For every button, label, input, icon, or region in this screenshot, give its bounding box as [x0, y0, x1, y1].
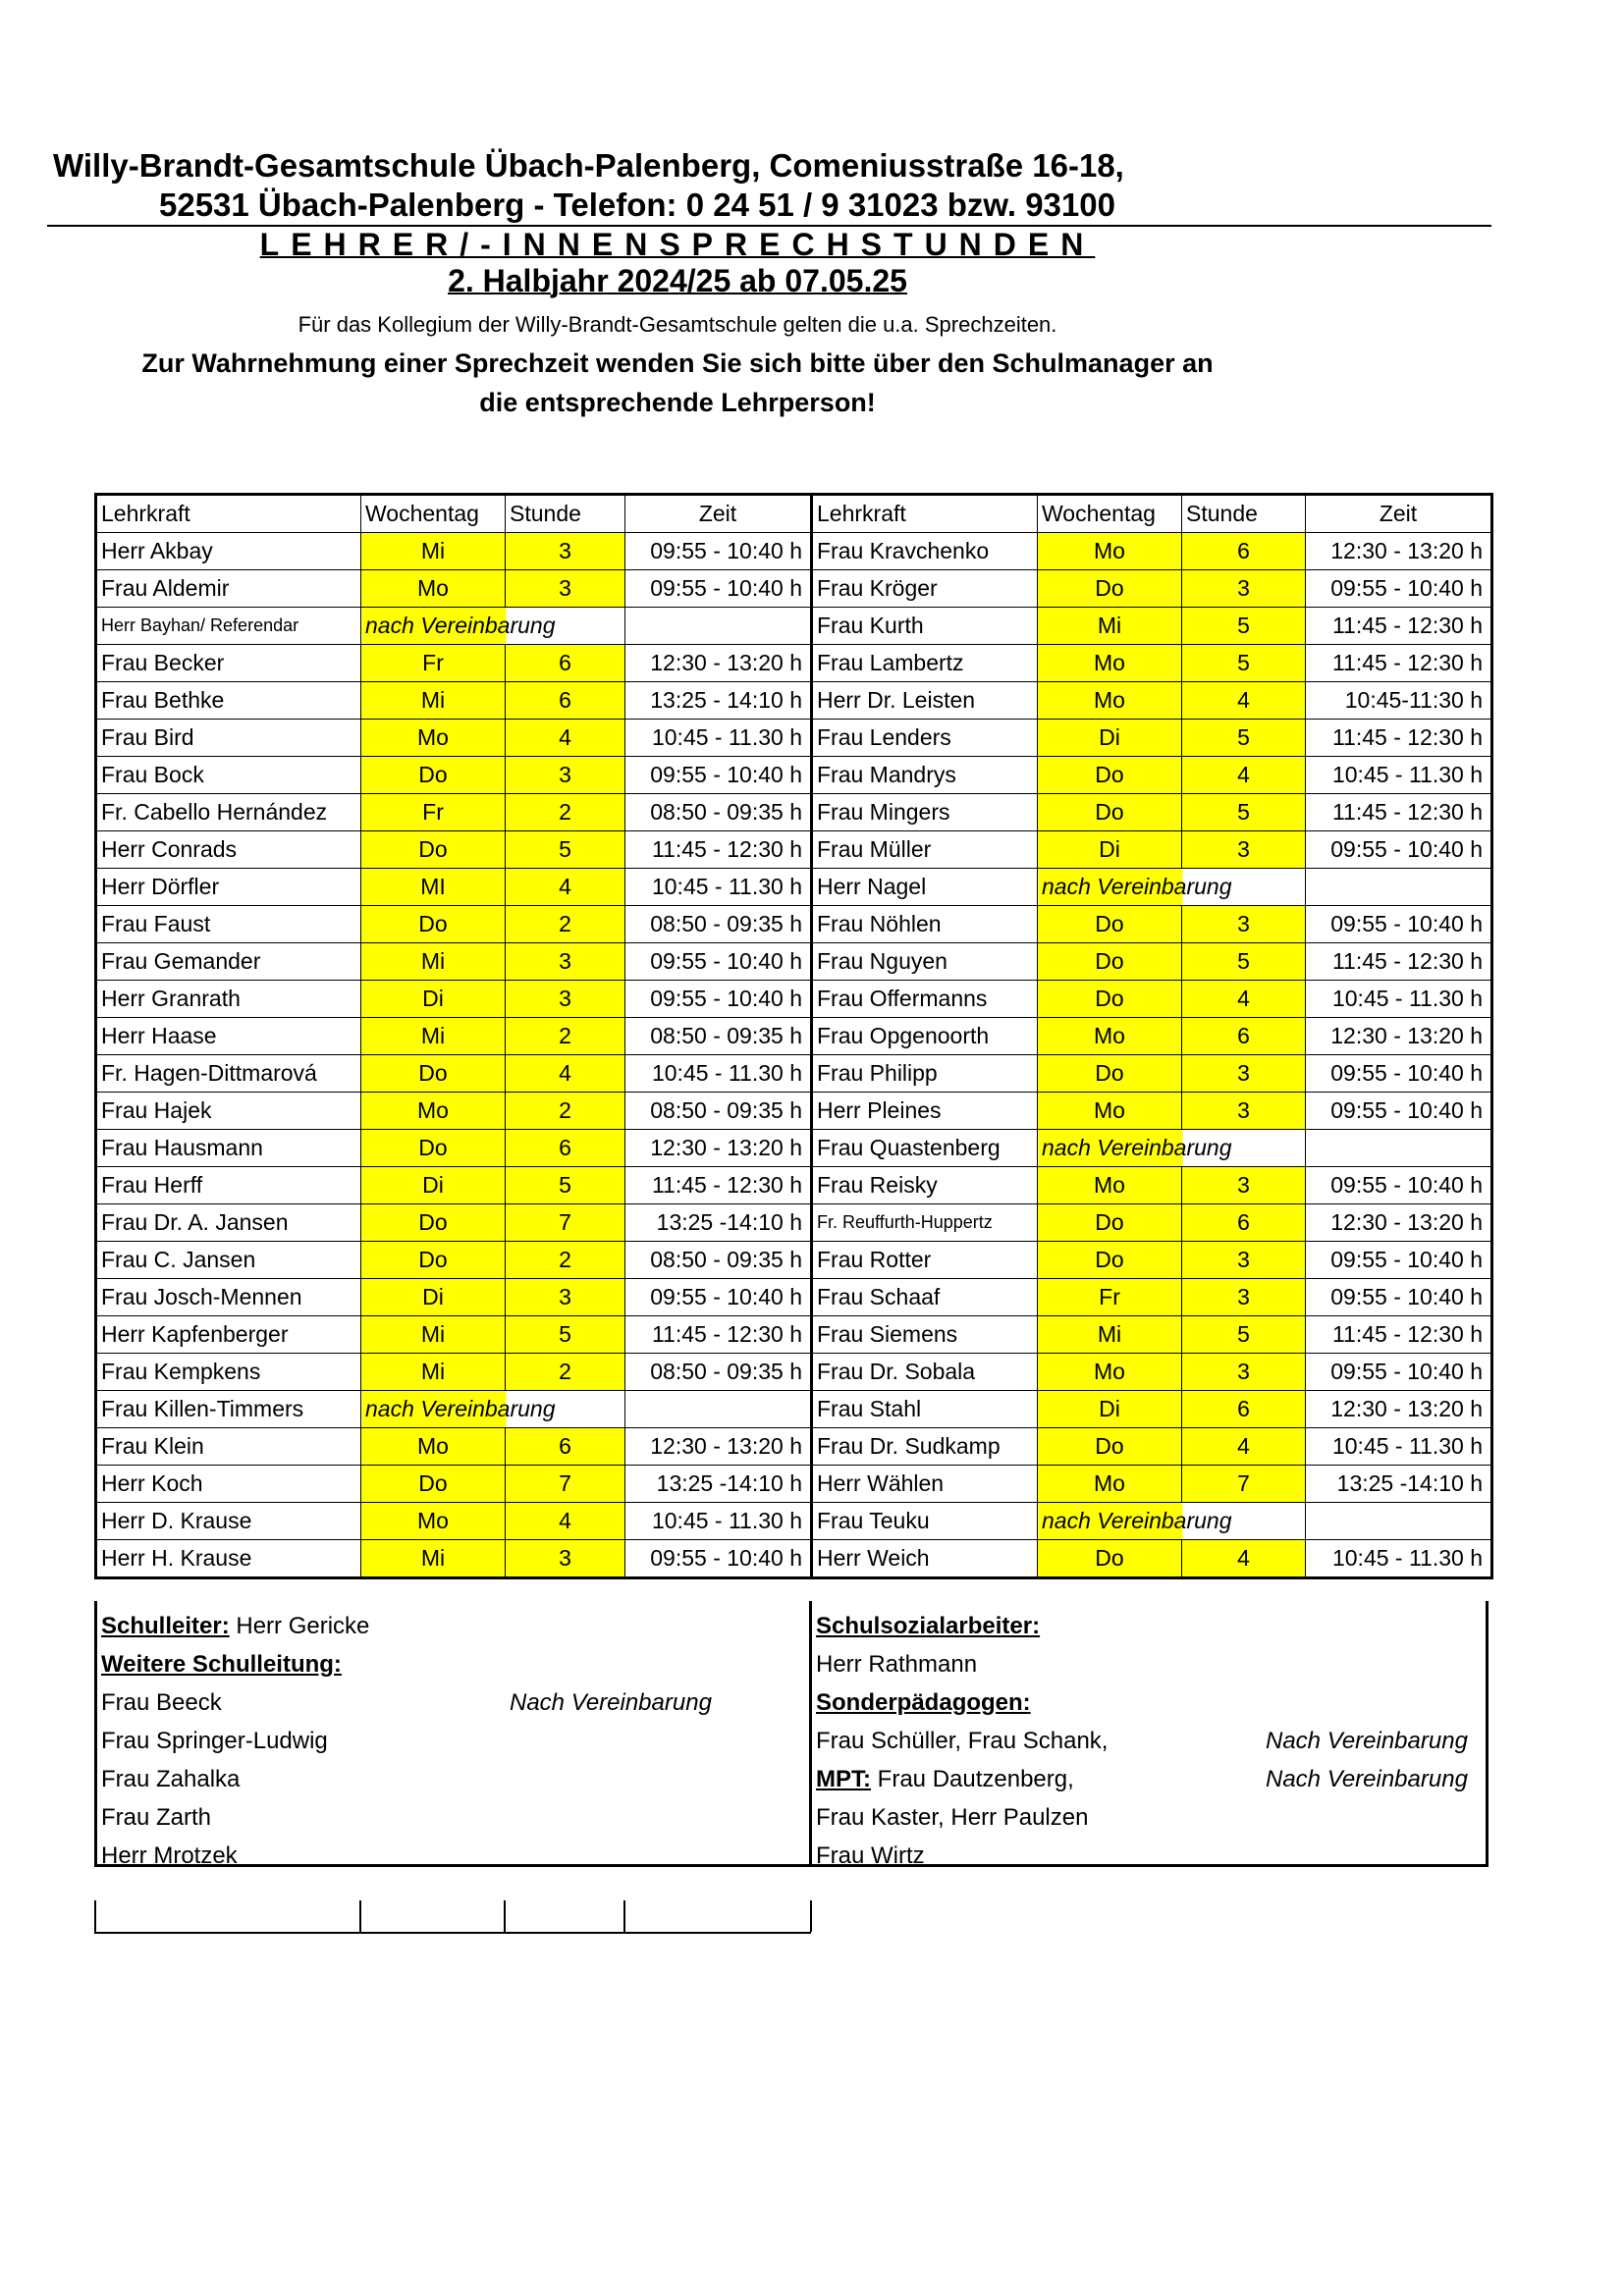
time-cell: 10:45 - 11.30 h — [1306, 757, 1492, 794]
special-ed-note: Nach Vereinbarung — [1266, 1728, 1468, 1754]
period-cell: 6 — [1182, 1018, 1306, 1055]
weekday-cell: Mo — [1038, 645, 1182, 682]
time-cell: 10:45 - 11.30 h — [625, 1503, 812, 1540]
weekday-cell: Do — [361, 906, 506, 943]
leadership-member: Frau Springer-Ludwig — [101, 1728, 328, 1754]
semester-heading-text: 2. Halbjahr 2024/25 ab 07.05.25 — [448, 263, 907, 298]
teacher-name: Frau Stahl — [812, 1391, 1038, 1428]
time-cell: 09:55 - 10:40 h — [1306, 1354, 1492, 1391]
table-row — [96, 1428, 1492, 1466]
weekday-cell: Do — [361, 1466, 506, 1503]
time-cell: 09:55 - 10:40 h — [1306, 1242, 1492, 1279]
weekday-cell: Do — [1038, 1540, 1182, 1578]
period-cell: 7 — [1182, 1466, 1306, 1503]
weekday-cell: Mi — [361, 533, 506, 570]
teacher-name: Frau Faust — [96, 906, 361, 943]
teacher-name: Frau Kempkens — [96, 1354, 361, 1391]
time-cell: 10:45 - 11.30 h — [625, 1055, 812, 1093]
weekday-cell: Di — [1038, 1391, 1182, 1428]
weekday-cell: Do — [1038, 943, 1182, 981]
weekday-cell: Do — [361, 831, 506, 869]
weekday-cell: Di — [1038, 831, 1182, 869]
time-cell: 11:45 - 12:30 h — [1306, 1316, 1492, 1354]
period-cell: 6 — [506, 1130, 625, 1167]
weekday-cell: Mo — [1038, 682, 1182, 720]
table-row — [96, 1316, 1492, 1354]
mpt-names: Frau Dautzenberg, — [877, 1766, 1074, 1792]
time-cell: 10:45-11:30 h — [1306, 682, 1492, 720]
teacher-name: Frau Schaaf — [812, 1279, 1038, 1316]
period-cell: 6 — [506, 645, 625, 682]
period-cell: 6 — [1182, 533, 1306, 570]
time-cell: 10:45 - 11.30 h — [1306, 981, 1492, 1018]
teacher-name: Frau Mandrys — [812, 757, 1038, 794]
by-arrangement: nach Vereinbarung — [361, 608, 625, 645]
teacher-name: Herr Koch — [96, 1466, 361, 1503]
table-row — [96, 533, 1492, 570]
teacher-name: Frau Quastenberg — [812, 1130, 1038, 1167]
time-cell: 12:30 - 13:20 h — [625, 1130, 812, 1167]
weekday-cell: Mo — [1038, 1018, 1182, 1055]
teacher-name: Frau Dr. A. Jansen — [96, 1204, 361, 1242]
teacher-name: Frau Dr. Sobala — [812, 1354, 1038, 1391]
weekday-cell: Mi — [361, 1354, 506, 1391]
weekday-cell: Do — [1038, 570, 1182, 608]
intro-note: Für das Kollegium der Willy-Brandt-Gesamtschule gelten die u.a. Sprechzeiten. — [298, 312, 1057, 337]
period-cell: 5 — [1182, 1316, 1306, 1354]
teacher-name: Frau Lenders — [812, 720, 1038, 757]
time-cell: 11:45 - 12:30 h — [625, 831, 812, 869]
table-row — [96, 682, 1492, 720]
table-row — [96, 1242, 1492, 1279]
time-cell: 08:50 - 09:35 h — [625, 1242, 812, 1279]
time-cell: 11:45 - 12:30 h — [1306, 943, 1492, 981]
weekday-cell: Do — [361, 757, 506, 794]
teacher-name: Herr Conrads — [96, 831, 361, 869]
weekday-cell: Mo — [361, 1428, 506, 1466]
teacher-name: Frau Bethke — [96, 682, 361, 720]
table-row — [96, 1540, 1492, 1578]
period-cell: 4 — [506, 1503, 625, 1540]
teacher-name: Frau Lambertz — [812, 645, 1038, 682]
period-cell: 6 — [1182, 1391, 1306, 1428]
weekday-cell: Di — [361, 981, 506, 1018]
leadership-member: Frau Zahalka — [101, 1766, 241, 1792]
table-row — [96, 1130, 1492, 1167]
time-cell: 08:50 - 09:35 h — [625, 794, 812, 831]
col-header-weekday-right: Wochentag — [1038, 495, 1182, 533]
time-cell: 11:45 - 12:30 h — [1306, 720, 1492, 757]
weekday-cell: Mi — [361, 943, 506, 981]
teacher-name: Frau Mingers — [812, 794, 1038, 831]
period-cell: 4 — [1182, 1540, 1306, 1578]
footer-divider — [809, 1601, 812, 1864]
teacher-name: Frau Herff — [96, 1167, 361, 1204]
weekday-cell: Mo — [361, 570, 506, 608]
weekday-cell: Do — [1038, 1428, 1182, 1466]
leadership-member: Frau Zarth — [101, 1804, 212, 1831]
teacher-name: Frau Kravchenko — [812, 533, 1038, 570]
weekday-cell: Di — [1038, 720, 1182, 757]
teacher-name: Frau Siemens — [812, 1316, 1038, 1354]
teacher-name: Herr Akbay — [96, 533, 361, 570]
weekday-cell: Do — [1038, 1055, 1182, 1093]
table-row — [96, 831, 1492, 869]
table-row — [96, 1018, 1492, 1055]
period-cell: 4 — [506, 869, 625, 906]
time-cell: 09:55 - 10:40 h — [1306, 570, 1492, 608]
period-cell: 3 — [506, 981, 625, 1018]
teacher-name: Fr. Cabello Hernández — [96, 794, 361, 831]
table-row — [96, 906, 1492, 943]
weekday-cell: Mi — [361, 682, 506, 720]
time-cell — [1306, 1503, 1492, 1540]
period-cell: 3 — [1182, 1354, 1306, 1391]
period-cell: 2 — [506, 906, 625, 943]
weekday-cell: Do — [1038, 906, 1182, 943]
time-cell: 12:30 - 13:20 h — [1306, 1018, 1492, 1055]
period-cell: 4 — [1182, 1428, 1306, 1466]
teacher-name: Frau Rotter — [812, 1242, 1038, 1279]
period-cell: 2 — [506, 1093, 625, 1130]
table-row — [96, 608, 1492, 645]
consultation-table-body — [96, 495, 1492, 1578]
period-cell: 3 — [506, 533, 625, 570]
col-header-period: Stunde — [506, 495, 625, 533]
weekday-cell: Di — [361, 1167, 506, 1204]
social-worker-name: Herr Rathmann — [816, 1651, 978, 1678]
table-row — [96, 1391, 1492, 1428]
time-cell: 11:45 - 12:30 h — [1306, 645, 1492, 682]
weekday-cell: Do — [1038, 981, 1182, 1018]
weekday-cell: Fr — [1038, 1279, 1182, 1316]
period-cell: 5 — [506, 831, 625, 869]
weekday-cell: Do — [1038, 794, 1182, 831]
period-cell: 6 — [506, 682, 625, 720]
weekday-cell: Do — [361, 1130, 506, 1167]
period-cell: 5 — [1182, 608, 1306, 645]
weekday-cell: Mo — [361, 720, 506, 757]
time-cell: 09:55 - 10:40 h — [625, 570, 812, 608]
stub-divider — [810, 1900, 812, 1932]
mpt-names-3: Frau Wirtz — [816, 1842, 925, 1869]
weekday-cell: Fr — [361, 645, 506, 682]
leadership-note: Nach Vereinbarung — [510, 1689, 712, 1716]
table-row — [96, 1466, 1492, 1503]
period-cell: 5 — [1182, 943, 1306, 981]
time-cell: 11:45 - 12:30 h — [625, 1316, 812, 1354]
consultation-table — [94, 493, 1493, 1579]
time-cell — [1306, 1130, 1492, 1167]
semester-heading — [0, 263, 1355, 299]
teacher-name: Frau Müller — [812, 831, 1038, 869]
teacher-name: Herr Dörfler — [96, 869, 361, 906]
leadership-member: Frau Beeck — [101, 1689, 222, 1716]
weekday-cell: Do — [1038, 1204, 1182, 1242]
time-cell: 09:55 - 10:40 h — [1306, 831, 1492, 869]
time-cell: 11:45 - 12:30 h — [1306, 794, 1492, 831]
weekday-cell: Mo — [361, 1093, 506, 1130]
weekday-cell: Do — [361, 1242, 506, 1279]
teacher-name: Herr Haase — [96, 1018, 361, 1055]
time-cell: 09:55 - 10:40 h — [625, 981, 812, 1018]
period-cell: 3 — [1182, 1279, 1306, 1316]
period-cell: 3 — [1182, 1242, 1306, 1279]
weekday-cell: MI — [361, 869, 506, 906]
principal-line — [101, 1613, 369, 1640]
teacher-name: Frau Offermanns — [812, 981, 1038, 1018]
time-cell: 09:55 - 10:40 h — [625, 757, 812, 794]
teacher-name: Frau Reisky — [812, 1167, 1038, 1204]
stub-divider — [504, 1900, 506, 1932]
teacher-name: Frau Bird — [96, 720, 361, 757]
time-cell: 10:45 - 11.30 h — [625, 720, 812, 757]
teacher-name: Herr Nagel — [812, 869, 1038, 906]
teacher-name: Herr Pleines — [812, 1093, 1038, 1130]
time-cell: 09:55 - 10:40 h — [1306, 1167, 1492, 1204]
period-cell: 3 — [1182, 831, 1306, 869]
school-address-line: 52531 Übach-Palenberg - Telefon: 0 24 51 / 9 31023 bzw. 93100 — [159, 187, 1115, 223]
time-cell: 10:45 - 11.30 h — [1306, 1540, 1492, 1578]
time-cell: 10:45 - 11.30 h — [1306, 1428, 1492, 1466]
period-cell: 5 — [1182, 794, 1306, 831]
table-row — [96, 1167, 1492, 1204]
teacher-name: Frau Gemander — [96, 943, 361, 981]
period-cell: 5 — [1182, 645, 1306, 682]
table-row — [96, 720, 1492, 757]
period-cell: 3 — [506, 1279, 625, 1316]
teacher-name: Frau Hajek — [96, 1093, 361, 1130]
teacher-name: Herr Wählen — [812, 1466, 1038, 1503]
by-arrangement: nach Vereinbarung — [1038, 1503, 1306, 1540]
period-cell: 3 — [1182, 1167, 1306, 1204]
teacher-name: Herr Weich — [812, 1540, 1038, 1578]
time-cell: 13:25 -14:10 h — [625, 1204, 812, 1242]
teacher-name: Fr. Hagen-Dittmarová — [96, 1055, 361, 1093]
teacher-name: Frau Becker — [96, 645, 361, 682]
time-cell — [625, 1391, 812, 1428]
staff-footer — [94, 1601, 1489, 1867]
weekday-cell: Mo — [361, 1503, 506, 1540]
special-ed-names: Frau Schüller, Frau Schank, — [816, 1728, 1109, 1754]
table-row — [96, 645, 1492, 682]
time-cell — [625, 608, 812, 645]
teacher-name: Fr. Reuffurth-Huppertz — [812, 1204, 1038, 1242]
time-cell: 09:55 - 10:40 h — [625, 1279, 812, 1316]
mpt-label: MPT: — [816, 1766, 871, 1792]
weekday-cell: Do — [361, 1204, 506, 1242]
teacher-name: Frau Klein — [96, 1428, 361, 1466]
table-row — [96, 1055, 1492, 1093]
table-row — [96, 570, 1492, 608]
time-cell: 08:50 - 09:35 h — [625, 1018, 812, 1055]
period-cell: 4 — [1182, 682, 1306, 720]
time-cell: 12:30 - 13:20 h — [625, 1428, 812, 1466]
teacher-name: Frau Kröger — [812, 570, 1038, 608]
time-cell: 13:25 -14:10 h — [625, 1466, 812, 1503]
stub-divider — [94, 1900, 96, 1932]
time-cell: 08:50 - 09:35 h — [625, 1354, 812, 1391]
teacher-name: Frau Bock — [96, 757, 361, 794]
weekday-cell: Mo — [1038, 1466, 1182, 1503]
teacher-name: Herr Granrath — [96, 981, 361, 1018]
weekday-cell: Mo — [1038, 1093, 1182, 1130]
period-cell: 4 — [506, 720, 625, 757]
leadership-label: Weitere Schulleitung: — [101, 1651, 342, 1678]
period-cell: 5 — [506, 1167, 625, 1204]
table-row — [96, 869, 1492, 906]
period-cell: 3 — [1182, 570, 1306, 608]
teacher-name: Frau Killen-Timmers — [96, 1391, 361, 1428]
weekday-cell: Do — [361, 1055, 506, 1093]
weekday-cell: Mi — [1038, 608, 1182, 645]
social-worker-label: Schulsozialarbeiter: — [816, 1613, 1041, 1639]
table-row — [96, 794, 1492, 831]
table-row — [96, 981, 1492, 1018]
weekday-cell: Mo — [1038, 1354, 1182, 1391]
stub-divider — [623, 1900, 625, 1932]
weekday-cell: Do — [1038, 1242, 1182, 1279]
teacher-name: Frau Opgenoorth — [812, 1018, 1038, 1055]
teacher-name: Frau Dr. Sudkamp — [812, 1428, 1038, 1466]
mpt-note: Nach Vereinbarung — [1266, 1766, 1468, 1792]
document-title-text: LEHRER/-INNENSPRECHSTUNDEN — [259, 227, 1096, 262]
period-cell: 3 — [506, 943, 625, 981]
mpt-line — [816, 1766, 1074, 1793]
teacher-name: Herr H. Krause — [96, 1540, 361, 1578]
time-cell: 08:50 - 09:35 h — [625, 1093, 812, 1130]
time-cell: 13:25 - 14:10 h — [625, 682, 812, 720]
weekday-cell: Mo — [1038, 533, 1182, 570]
school-name-line: Willy-Brandt-Gesamtschule Übach-Palenberg, Comeniusstraße 16-18, — [53, 147, 1124, 184]
teacher-name: Herr Kapfenberger — [96, 1316, 361, 1354]
teacher-name: Frau Aldemir — [96, 570, 361, 608]
leadership-member: Herr Mrotzek — [101, 1842, 238, 1869]
empty-table-stub — [94, 1900, 811, 1934]
period-cell: 6 — [506, 1428, 625, 1466]
weekday-cell: Mi — [1038, 1316, 1182, 1354]
col-header-time-right: Zeit — [1306, 495, 1492, 533]
table-row — [96, 1093, 1492, 1130]
time-cell: 12:30 - 13:20 h — [625, 645, 812, 682]
table-row — [96, 943, 1492, 981]
time-cell: 12:30 - 13:20 h — [1306, 1391, 1492, 1428]
time-cell: 11:45 - 12:30 h — [625, 1167, 812, 1204]
time-cell: 12:30 - 13:20 h — [1306, 1204, 1492, 1242]
time-cell: 09:55 - 10:40 h — [625, 943, 812, 981]
teacher-name: Frau Hausmann — [96, 1130, 361, 1167]
col-header-time: Zeit — [625, 495, 812, 533]
mpt-names-2: Frau Kaster, Herr Paulzen — [816, 1804, 1089, 1831]
weekday-cell: Do — [1038, 757, 1182, 794]
teacher-name: Frau Josch-Mennen — [96, 1279, 361, 1316]
weekday-cell: Fr — [361, 794, 506, 831]
special-ed-label: Sonderpädagogen: — [816, 1689, 1031, 1716]
col-header-teacher-right: Lehrkraft — [812, 495, 1038, 533]
instruction-line-2: die entsprechende Lehrperson! — [479, 388, 876, 417]
weekday-cell: Di — [361, 1279, 506, 1316]
teacher-name: Frau Teuku — [812, 1503, 1038, 1540]
teacher-name: Frau C. Jansen — [96, 1242, 361, 1279]
period-cell: 4 — [1182, 757, 1306, 794]
period-cell: 3 — [506, 757, 625, 794]
time-cell: 09:55 - 10:40 h — [625, 533, 812, 570]
teacher-name: Herr Bayhan/ Referendar — [96, 608, 361, 645]
weekday-cell: Mi — [361, 1018, 506, 1055]
instruction-line-1: Zur Wahrnehmung einer Sprechzeit wenden Sie sich bitte über den Schulmanager an — [141, 348, 1214, 378]
teacher-name: Frau Nguyen — [812, 943, 1038, 981]
period-cell: 3 — [506, 1540, 625, 1578]
weekday-cell: Mi — [361, 1316, 506, 1354]
period-cell: 7 — [506, 1204, 625, 1242]
table-row — [96, 1503, 1492, 1540]
time-cell: 13:25 -14:10 h — [1306, 1466, 1492, 1503]
instruction-text — [0, 344, 1355, 422]
teacher-name: Herr D. Krause — [96, 1503, 361, 1540]
period-cell: 2 — [506, 1242, 625, 1279]
time-cell: 12:30 - 13:20 h — [1306, 533, 1492, 570]
by-arrangement: nach Vereinbarung — [1038, 869, 1306, 906]
teacher-name: Frau Kurth — [812, 608, 1038, 645]
teacher-name: Frau Nöhlen — [812, 906, 1038, 943]
period-cell: 2 — [506, 1354, 625, 1391]
period-cell: 3 — [1182, 906, 1306, 943]
table-row — [96, 757, 1492, 794]
table-row — [96, 1354, 1492, 1391]
stub-divider — [359, 1900, 361, 1932]
col-header-weekday: Wochentag — [361, 495, 506, 533]
by-arrangement: nach Vereinbarung — [1038, 1130, 1306, 1167]
time-cell: 09:55 - 10:40 h — [1306, 906, 1492, 943]
table-row — [96, 1279, 1492, 1316]
by-arrangement: nach Vereinbarung — [361, 1391, 625, 1428]
principal-name: Herr Gericke — [236, 1613, 370, 1639]
period-cell: 7 — [506, 1466, 625, 1503]
time-cell — [1306, 869, 1492, 906]
period-cell: 4 — [506, 1055, 625, 1093]
col-header-teacher: Lehrkraft — [96, 495, 361, 533]
time-cell: 10:45 - 11.30 h — [625, 869, 812, 906]
time-cell: 08:50 - 09:35 h — [625, 906, 812, 943]
period-cell: 5 — [1182, 720, 1306, 757]
principal-label: Schulleiter: — [101, 1613, 230, 1639]
time-cell: 09:55 - 10:40 h — [1306, 1279, 1492, 1316]
period-cell: 3 — [506, 570, 625, 608]
time-cell: 09:55 - 10:40 h — [625, 1540, 812, 1578]
period-cell: 4 — [1182, 981, 1306, 1018]
period-cell: 2 — [506, 1018, 625, 1055]
time-cell: 09:55 - 10:40 h — [1306, 1055, 1492, 1093]
document-title — [0, 227, 1355, 263]
period-cell: 6 — [1182, 1204, 1306, 1242]
time-cell: 09:55 - 10:40 h — [1306, 1093, 1492, 1130]
period-cell: 3 — [1182, 1093, 1306, 1130]
teacher-name: Frau Philipp — [812, 1055, 1038, 1093]
col-header-period-right: Stunde — [1182, 495, 1306, 533]
table-row — [96, 1204, 1492, 1242]
period-cell: 5 — [506, 1316, 625, 1354]
teacher-name: Herr Dr. Leisten — [812, 682, 1038, 720]
time-cell: 11:45 - 12:30 h — [1306, 608, 1492, 645]
period-cell: 3 — [1182, 1055, 1306, 1093]
table-header-row — [96, 495, 1492, 533]
period-cell: 2 — [506, 794, 625, 831]
weekday-cell: Mo — [1038, 1167, 1182, 1204]
weekday-cell: Mi — [361, 1540, 506, 1578]
